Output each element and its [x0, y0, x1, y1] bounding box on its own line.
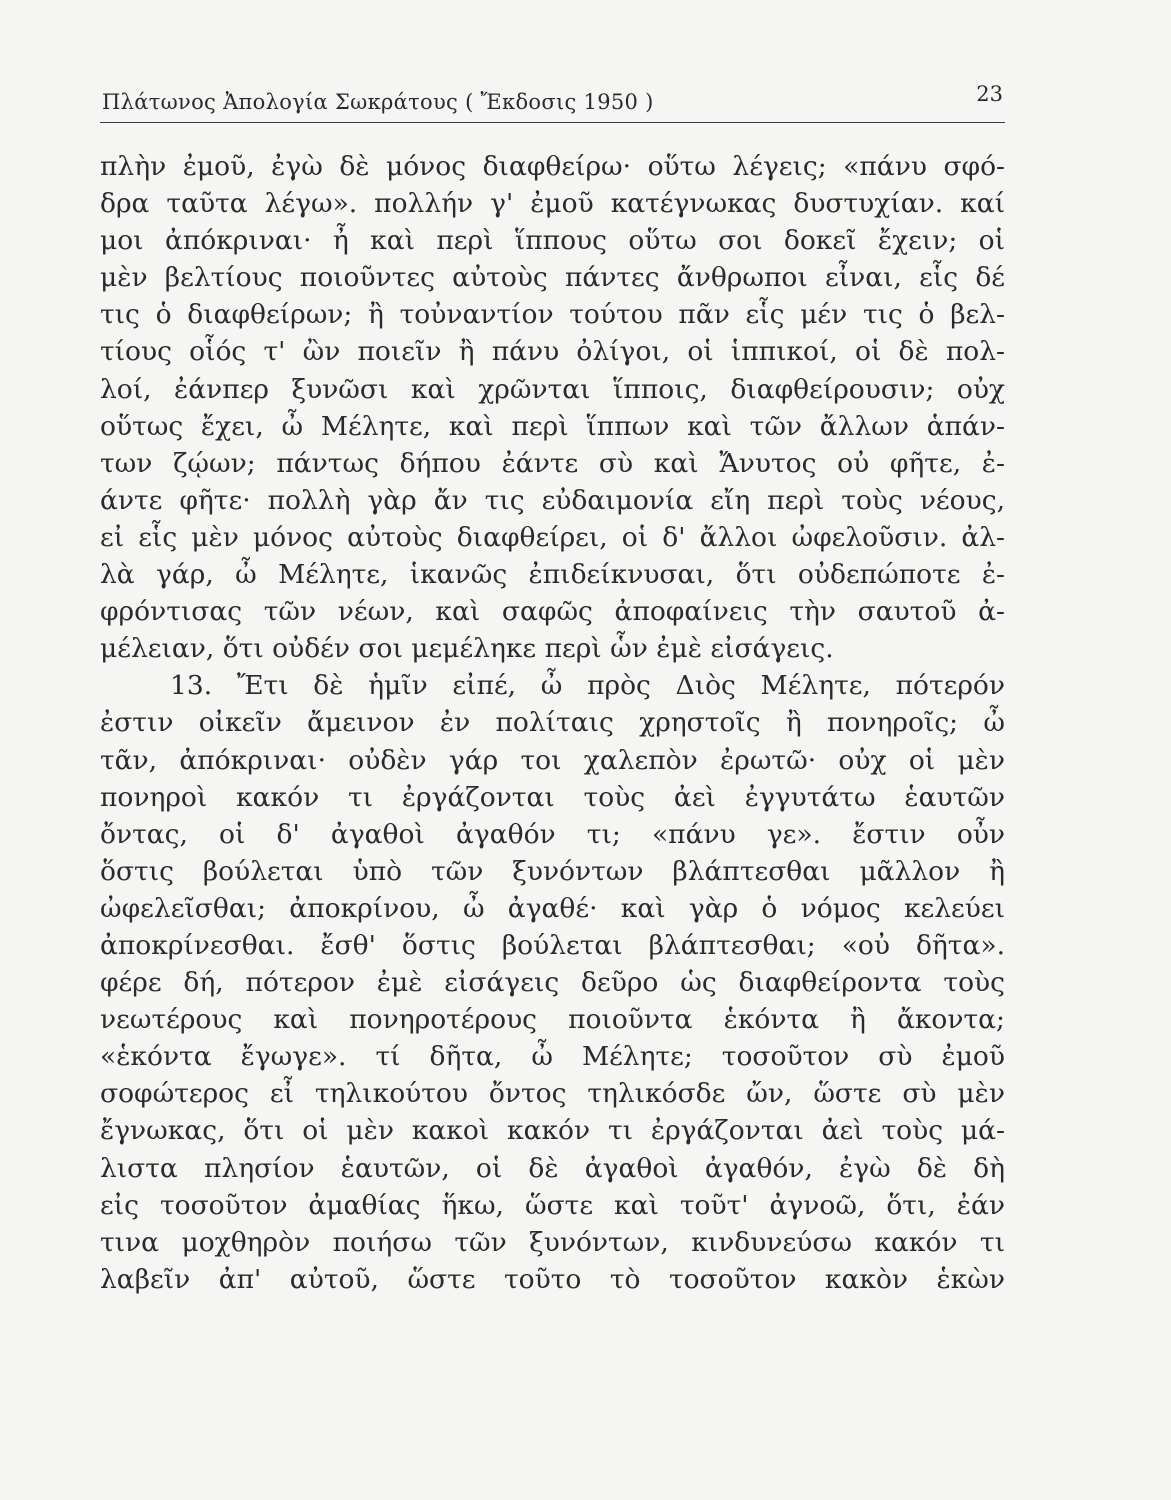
text-line: των ζῴων; πάντως δήπου ἐάντε σὺ καὶ Ἄνυτος οὐ φῆτε, ἐ-: [100, 447, 1005, 479]
text-line: σοφώτερος εἶ τηλικούτου ὄντος τηλικόσδε ὤν, ὥστε σὺ μὲν: [100, 1078, 1005, 1110]
section-13-start: 13. Ἔτι δὲ ἡμῖν εἰπέ, ὦ πρὸς Διὸς Μέλητε, πότερόν: [170, 670, 1005, 702]
body-text: [100, 148, 1005, 1298]
text-line: τινα μοχθηρὸν ποιήσω τῶν ξυνόντων, κινδυνεύσω κακόν τι: [100, 1226, 1005, 1258]
text-line: εἰς τοσοῦτον ἀμαθίας ἥκω, ὥστε καὶ τοῦτ' ἀγνοῶ, ὅτι, ἐάν: [100, 1189, 1005, 1221]
page-number: 23: [976, 82, 1003, 106]
text-line: ἔγνωκας, ὅτι οἱ μὲν κακοὶ κακόν τι ἐργάζονται ἀεὶ τοὺς μά-: [100, 1115, 1005, 1147]
running-title: Πλάτωνος Ἀπολογία Σωκράτους ( Ἔκδοσις 1950 ): [102, 90, 654, 114]
text-line: «ἑκόντα ἔγωγε». τί δῆτα, ὦ Μέλητε; τοσοῦτον σὺ ἐμοῦ: [100, 1041, 1005, 1073]
text-line: λαβεῖν ἀπ' αὐτοῦ, ὥστε τοῦτο τὸ τοσοῦτον κακὸν ἑκὼν: [100, 1263, 1005, 1295]
text-line: τίους οἷός τ' ὢν ποιεῖν ἢ πάνυ ὀλίγοι, οἱ ἱππικοί, οἱ δὲ πολ-: [100, 336, 1005, 368]
text-line: πονηροὶ κακόν τι ἐργάζονται τοὺς ἀεὶ ἐγγυτάτω ἑαυτῶν: [100, 781, 1005, 813]
text-line: μέλειαν, ὅτι οὐδέν σοι μεμέληκε περὶ ὧν ἐμὲ εἰσάγεις.: [100, 633, 834, 665]
text-line: ἀποκρίνεσθαι. ἔσθ' ὅστις βούλεται βλάπτεσθαι; «οὐ δῆτα».: [100, 929, 1005, 961]
text-line: φρόντισας τῶν νέων, καὶ σαφῶς ἀποφαίνεις τὴν σαυτοῦ ἀ-: [100, 596, 1005, 628]
text-line: φέρε δή, πότερον ἐμὲ εἰσάγεις δεῦρο ὡς διαφθείροντα τοὺς: [100, 967, 1005, 999]
text-line: λοί, ἐάνπερ ξυνῶσι καὶ χρῶνται ἵπποις, διαφθείρουσιν; οὐχ: [100, 373, 1005, 405]
text-line: ἐστιν οἰκεῖν ἄμεινον ἐν πολίταις χρηστοῖς ἢ πονηροῖς; ὦ: [100, 707, 1005, 739]
text-line: λιστα πλησίον ἑαυτῶν, οἱ δὲ ἀγαθοὶ ἀγαθόν, ἐγὼ δὲ δὴ: [100, 1152, 1005, 1184]
text-line: εἰ εἷς μὲν μόνος αὐτοὺς διαφθείρει, οἱ δ' ἄλλοι ὠφελοῦσιν. ἀλ-: [100, 521, 1005, 553]
text-line: πλὴν ἐμοῦ, ἐγὼ δὲ μόνος διαφθείρω· οὕτω λέγεις; «πάνυ σφό-: [100, 151, 1005, 182]
text-line: ὠφελεῖσθαι; ἀποκρίνου, ὦ ἀγαθέ· καὶ γὰρ ὁ νόμος κελεύει: [100, 892, 1005, 924]
text-line: ὅστις βούλεται ὑπὸ τῶν ξυνόντων βλάπτεσθαι μᾶλλον ἢ: [100, 855, 1005, 887]
text-line: ὄντας, οἱ δ' ἀγαθοὶ ἀγαθόν τι; «πάνυ γε». ἔστιν οὖν: [100, 818, 1005, 850]
text-line: μὲν βελτίους ποιοῦντες αὐτοὺς πάντες ἄνθρωποι εἶναι, εἷς δέ: [100, 262, 1005, 294]
text-line: οὕτως ἔχει, ὦ Μέλητε, καὶ περὶ ἵππων καὶ τῶν ἄλλων ἁπάν-: [100, 410, 1005, 442]
running-header: [100, 82, 1005, 123]
text-line: νεωτέρους καὶ πονηροτέρους ποιοῦντα ἑκόντα ἢ ἄκοντα;: [100, 1004, 1005, 1036]
text-line: δρα ταῦτα λέγω». πολλήν γ' ἐμοῦ κατέγνωκας δυστυχίαν. καί: [100, 188, 1005, 220]
text-line: άντε φῆτε· πολλὴ γὰρ ἄν τις εὐδαιμονία εἴη περὶ τοὺς νέους,: [100, 484, 1005, 516]
text-line: λὰ γάρ, ὦ Μέλητε, ἱκανῶς ἐπιδείκνυσαι, ὅτι οὐδεπώποτε ἐ-: [100, 559, 1005, 591]
text-line: τᾶν, ἀπόκριναι· οὐδὲν γάρ τοι χαλεπὸν ἐρωτῶ· οὐχ οἱ μὲν: [100, 744, 1005, 776]
text-line: τις ὁ διαφθείρων; ἢ τοὐναντίον τούτου πᾶν εἷς μέν τις ὁ βελ-: [100, 299, 1005, 331]
text-line: μοι ἀπόκριναι· ἦ καὶ περὶ ἵππους οὕτω σοι δοκεῖ ἔχειν; οἱ: [100, 225, 1005, 257]
